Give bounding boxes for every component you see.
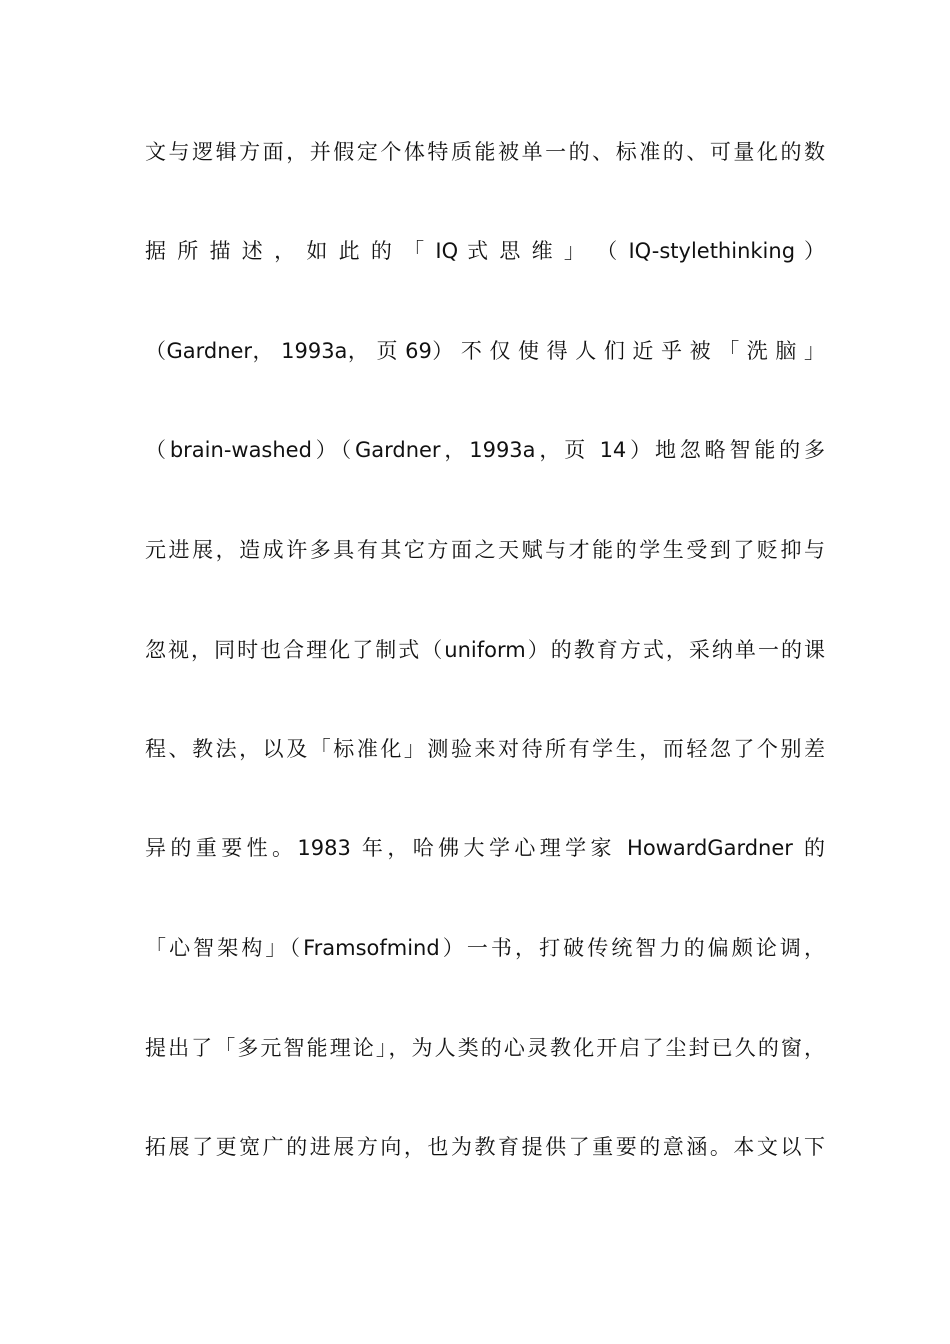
paragraph-line: 元进展，造成许多具有其它方面之天赋与才能的学生受到了贬抑与 xyxy=(145,538,825,562)
paragraph-line: 据 所 描 述 ， 如 此 的 「 IQ 式 思 维 」 （ IQ-stylethinking ） xyxy=(145,239,825,263)
paragraph-line: 文与逻辑方面，并假定个体特质能被单一的、标准的、可量化的数 xyxy=(145,140,825,164)
paragraph-line: 忽视，同时也合理化了制式（uniform）的教育方式，采纳单一的课 xyxy=(145,638,825,662)
paragraph-line: 提出了「多元智能理论」，为人类的心灵教化开启了尘封已久的窗， xyxy=(145,1036,825,1060)
paragraph-line: （Gardner， 1993a， 页 69） 不 仅 使 得 人 们 近 乎 被 「 洗 脑 」 xyxy=(145,339,825,363)
paragraph-line: 「心智架构」（Framsofmind）一书，打破传统智力的偏颇论调， xyxy=(145,936,825,960)
paragraph-line: （brain-washed）（Gardner，1993a，页 14）地忽略智能的多 xyxy=(145,438,825,462)
paragraph-line: 程、教法，以及「标准化」测验来对待所有学生，而轻忽了个别差 xyxy=(145,737,825,761)
paragraph-line: 异的重要性。1983 年，哈佛大学心理学家 HowardGardner 的 xyxy=(145,836,825,860)
paragraph-line: 拓展了更宽广的进展方向，也为教育提供了重要的意涵。本文以下 xyxy=(145,1135,825,1159)
